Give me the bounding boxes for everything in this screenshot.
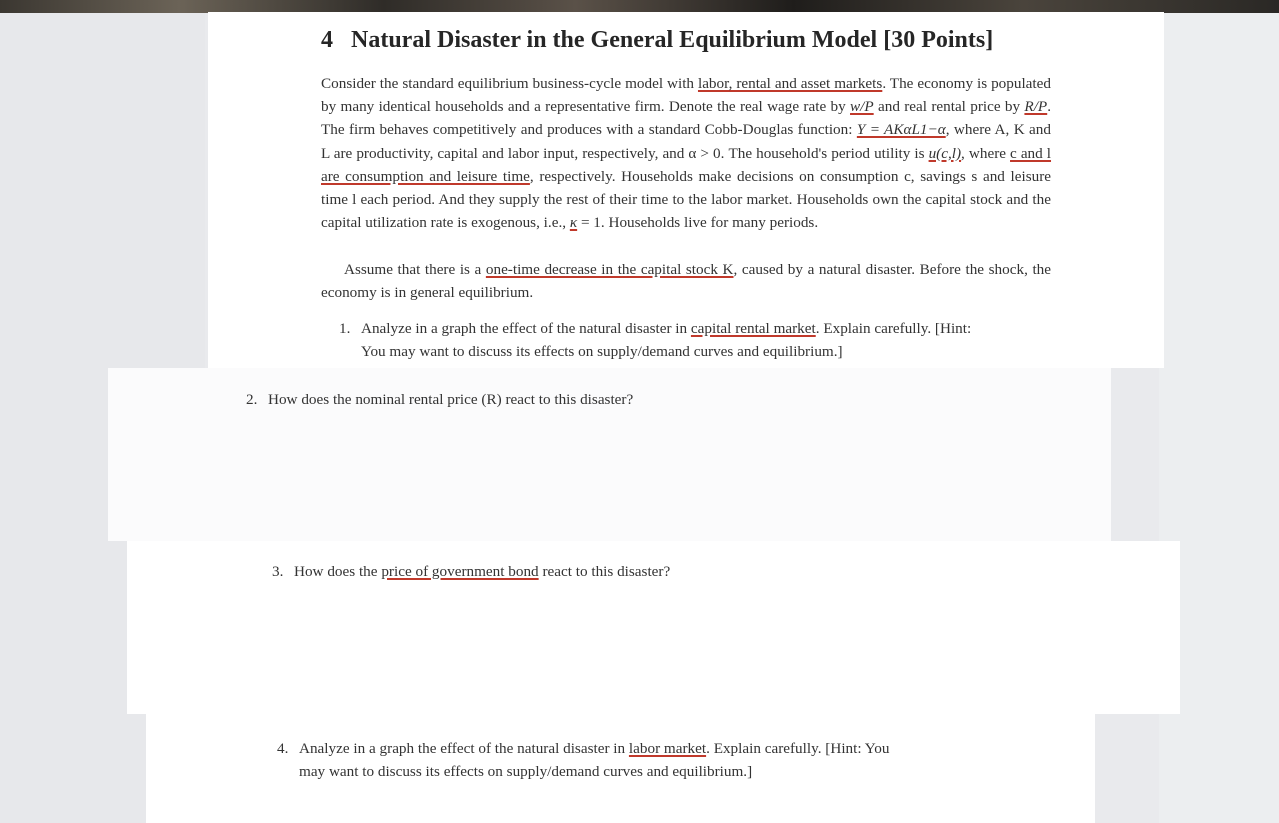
text-run: . Explain carefully. [Hint: [815, 320, 972, 337]
underlined-capital-rental-market: capital rental market [690, 320, 816, 337]
underlined-utility: u(c,l) [928, 144, 962, 162]
underlined-government-bond: price of government bond [381, 563, 539, 580]
section-title [321, 27, 993, 54]
question-1 [339, 317, 1051, 363]
question-number: 4. [277, 740, 289, 757]
question-text: How does the nominal rental price (R) react to this disaster? [268, 391, 634, 408]
section-number: 4 [321, 27, 333, 53]
underlined-markets: labor, rental and asset markets [697, 75, 883, 92]
text-run: = 1. Households live for many periods. [577, 214, 819, 232]
text-run: . The economy is populated by many identical households and a representative firm. Denote the real wage rate by [321, 75, 1051, 116]
underlined-production-function: Y = AKαL1−α [856, 121, 946, 139]
text-run: , where [961, 144, 1011, 162]
text-run: . Explain carefully. [Hint: You [706, 740, 890, 757]
underlined-labor-market: labor market [628, 740, 707, 757]
question-3 [272, 560, 670, 583]
intro-paragraph-1 [321, 72, 1051, 234]
section-title-text: Natural Disaster in the General Equilibrium Model [30 Points] [351, 27, 994, 53]
intro-paragraph-2 [321, 258, 1051, 304]
underlined-capital-decrease: one-time decrease in the capital stock K [485, 261, 734, 278]
text-run: , caused by a natural disaster. Before the shock, the economy is in general equilibrium. [321, 261, 1052, 302]
question-2 [246, 388, 633, 411]
question-number: 1. [339, 320, 351, 337]
question-number: 2. [246, 391, 258, 408]
question-number: 3. [272, 563, 284, 580]
text-run: Assume that there is a [344, 261, 486, 278]
text-run: react to this disaster? [538, 563, 671, 580]
text-run: . The firm behaves competitively and produces with a standard Cobb-Douglas function: [321, 98, 1051, 139]
text-run: Analyze in a graph the effect of the natural disaster in [299, 740, 629, 757]
text-run: Analyze in a graph the effect of the natural disaster in [361, 320, 691, 337]
underlined-real-wage: w/P [850, 98, 874, 116]
underlined-real-rental: R/P [1024, 98, 1048, 116]
text-run: How does the [294, 563, 382, 580]
text-run: and real rental price by [873, 98, 1025, 116]
question-continuation: may want to discuss its effects on supply/demand curves and equilibrium.] [299, 763, 753, 781]
underlined-consumption-leisure: c and l are consumption and leisure time [321, 144, 1052, 185]
text-run: , respectively. Households make decisions on consumption c, savings s and leisure time l each period. And they supply the rest of their time to the labor market. Households own the capital stock and the capital utilization rate is exogenous, i.e., [321, 167, 1051, 232]
text-run: Consider the standard equilibrium business-cycle model with [321, 75, 698, 92]
question-4 [277, 737, 984, 783]
text-run: , where A, K and L are productivity, capital and labor input, respectively, and α > 0. The household's period utility is [321, 121, 1051, 162]
underlined-kappa: κ [569, 214, 578, 232]
question-continuation: You may want to discuss its effects on supply/demand curves and equilibrium.] [361, 343, 843, 361]
